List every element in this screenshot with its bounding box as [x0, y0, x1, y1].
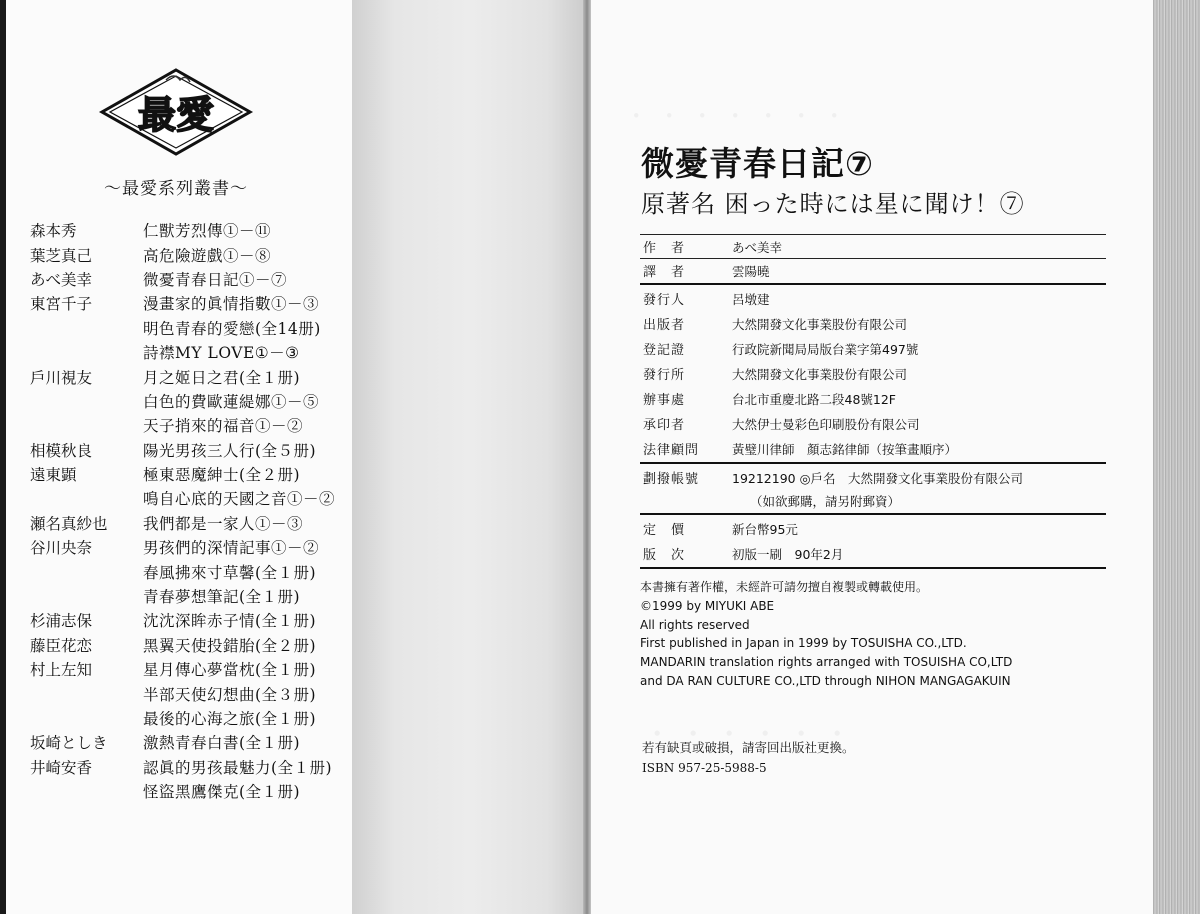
- postal-note: （如欲郵購，請另附郵資）: [750, 494, 901, 509]
- credit-value: 大然開發文化事業股份有限公司: [732, 316, 908, 332]
- credit-label: 譯 者: [643, 265, 686, 280]
- gutter: [352, 0, 590, 914]
- credit-value: 黃璧川律師 顏志銘律師（按筆畫順序）: [732, 441, 958, 457]
- series-row: [30, 584, 348, 608]
- copyright-line: ©1999 by MIYUKI ABE: [640, 598, 775, 613]
- credit-label: 出版者: [643, 318, 686, 333]
- credit-value: あべ美幸: [732, 239, 783, 255]
- credit-value: 大然伊士曼彩色印刷股份有限公司: [732, 416, 920, 432]
- credit-value: 19212190 ◎戶名 大然開發文化事業股份有限公司: [732, 470, 1024, 486]
- series-heading: ～最愛系列叢書～: [104, 179, 248, 199]
- series-title: 詩襟MY LOVE①－③: [143, 344, 300, 363]
- series-title: 男孩們的深情記事①－②: [143, 539, 320, 558]
- divider: [640, 283, 1106, 285]
- credit-value: 行政院新聞局局版台業字第497號: [732, 341, 919, 357]
- copyright-line: First published in Japan in 1999 by TOSUISHA CO.,LTD.: [640, 636, 967, 651]
- credit-value: 雲陽曉: [732, 263, 770, 279]
- series-author: 瀬名真紗也: [30, 514, 108, 533]
- credit-label: 登記證: [643, 343, 686, 358]
- credit-value: 呂墩建: [732, 291, 770, 307]
- credit-value: 初版一刷 90年2月: [732, 546, 844, 562]
- copyright-line: and DA RAN CULTURE CO.,LTD through NIHON MANGAGAKUIN: [640, 673, 1011, 688]
- series-row: [30, 438, 348, 462]
- original-title: 原著名 困った時には星に聞け！⑦: [641, 190, 1025, 218]
- credit-value: 新台幣95元: [732, 521, 798, 537]
- credit-row-edition: [640, 541, 1106, 566]
- series-author: 村上左知: [30, 661, 93, 680]
- copyright-block: [640, 578, 1110, 691]
- credits-table: [640, 234, 1106, 570]
- series-logo: [96, 66, 256, 158]
- divider: [640, 462, 1106, 464]
- series-title: 高危險遊戲①－⑧: [143, 246, 272, 265]
- series-author: 森本秀: [30, 222, 77, 241]
- series-row: [30, 657, 348, 681]
- series-row: [30, 364, 348, 388]
- isbn: ISBN 957-25-5988-5: [642, 761, 767, 775]
- credit-label: 劃撥帳號: [643, 472, 700, 487]
- series-row: [30, 242, 348, 266]
- credit-label: 發行人: [643, 293, 686, 308]
- series-author: 相模秋良: [30, 441, 93, 460]
- credit-row-legal-counsel: [640, 436, 1106, 461]
- series-row: [30, 511, 348, 535]
- left-page: [0, 0, 352, 914]
- series-title: 激熱青春白書(全１册): [143, 734, 301, 753]
- series-row: [30, 267, 348, 291]
- credit-value: 台北市重慶北路二段48號12F: [732, 391, 897, 407]
- divider: [640, 513, 1106, 515]
- series-author: 東宮千子: [30, 295, 93, 314]
- series-row: [30, 706, 348, 730]
- series-title: 微憂青春日記①－⑦: [143, 270, 288, 289]
- credit-label: 定 價: [643, 523, 686, 538]
- credit-row-publisher: [640, 311, 1106, 336]
- copyright-line: All rights reserved: [640, 617, 750, 632]
- series-row: [30, 608, 348, 632]
- credit-label: 版 次: [643, 548, 686, 563]
- series-row: [30, 755, 348, 779]
- replacement-block: [642, 738, 1062, 778]
- series-row: [30, 730, 348, 754]
- series-row: [30, 389, 348, 413]
- series-title: 極東惡魔紳士(全２册): [143, 466, 301, 485]
- series-row: [30, 218, 348, 242]
- series-title: 天子捎來的福音①－②: [143, 417, 304, 436]
- credit-row-postal-account: [640, 465, 1106, 490]
- series-row: [30, 291, 348, 315]
- book-title: 微憂青春日記⑦: [641, 144, 874, 183]
- page-edges: [1153, 0, 1200, 914]
- series-title: 最後的心海之旅(全１册): [143, 710, 317, 728]
- series-row: [30, 340, 348, 364]
- series-list: [30, 218, 348, 803]
- series-author: 坂崎としき: [30, 734, 108, 753]
- credit-row-translator: [640, 259, 1106, 282]
- series-title: 陽光男孩三人行(全５册): [143, 441, 317, 460]
- credit-row-distributor: [640, 361, 1106, 386]
- series-title: 春風拂來寸草馨(全１册): [143, 563, 317, 582]
- series-title: 怪盜黑鷹傑克(全１册): [143, 783, 301, 802]
- series-row: [30, 535, 348, 559]
- series-author: 谷川央奈: [30, 539, 93, 558]
- credit-label: 法律顧問: [643, 443, 700, 458]
- series-author: 遠東顕: [30, 466, 77, 485]
- credit-label: 辦事處: [643, 393, 686, 408]
- credit-label: 發行所: [643, 368, 686, 383]
- credit-row-author: [640, 235, 1106, 258]
- series-title: 仁獸芳烈傳①－⑪: [143, 222, 272, 241]
- series-title: 認眞的男孩最魅力(全１册): [143, 758, 333, 777]
- series-author: 井崎安香: [30, 758, 93, 777]
- series-author: あべ美幸: [30, 270, 93, 289]
- series-author: 杉浦志保: [30, 612, 93, 631]
- credit-value: 大然開發文化事業股份有限公司: [732, 366, 908, 382]
- divider: [640, 567, 1106, 569]
- credit-label: 作 者: [643, 241, 686, 256]
- series-author: 葉芝真己: [30, 246, 93, 265]
- series-title: 漫畫家的眞情指數①－③: [143, 295, 320, 314]
- series-row: [30, 633, 348, 657]
- copyright-line: 本書擁有著作權，未經許可請勿擅自複製或轉載使用。: [640, 580, 929, 594]
- series-row: [30, 413, 348, 437]
- replacement-note: 若有缺頁或破損，請寄回出版社更換。: [642, 740, 855, 755]
- series-title: 明色青春的愛戀(全14册): [143, 319, 321, 338]
- series-title: 黑翼天使投錯胎(全２册): [143, 636, 317, 655]
- credit-row-price: [640, 516, 1106, 541]
- series-title: 我們都是一家人①－③: [143, 514, 304, 533]
- logo-text: 最愛: [137, 92, 215, 137]
- credit-row-publisher-person: [640, 286, 1106, 311]
- series-row: [30, 559, 348, 583]
- series-title: 青春夢想筆記(全１册): [143, 588, 301, 607]
- spine-fold: [583, 0, 591, 914]
- series-author: 藤臣花恋: [30, 636, 93, 655]
- series-author: 戶川視友: [30, 368, 93, 387]
- credit-row-registration: [640, 336, 1106, 361]
- series-title: 半部天使幻想曲(全３册): [143, 685, 317, 704]
- credit-row-office: [640, 386, 1106, 411]
- credit-row-printer: [640, 411, 1106, 436]
- series-row: [30, 779, 348, 803]
- series-title: 鳴自心底的天國之音①－②: [143, 490, 336, 509]
- series-row: [30, 486, 348, 510]
- series-title: 白色的費歐蓮緹娜①－⑤: [143, 392, 320, 411]
- series-row: [30, 462, 348, 486]
- copyright-line: MANDARIN translation rights arranged with TOSUISHA CO,LTD: [640, 655, 1013, 670]
- series-row: [30, 681, 348, 705]
- series-title: 月之姬日之君(全１册): [143, 368, 301, 387]
- series-row: [30, 316, 348, 340]
- series-title: 星月傳心夢當枕(全１册): [143, 661, 317, 680]
- credit-label: 承印者: [643, 418, 686, 433]
- series-title: 沈沈深眸赤子情(全１册): [143, 612, 317, 631]
